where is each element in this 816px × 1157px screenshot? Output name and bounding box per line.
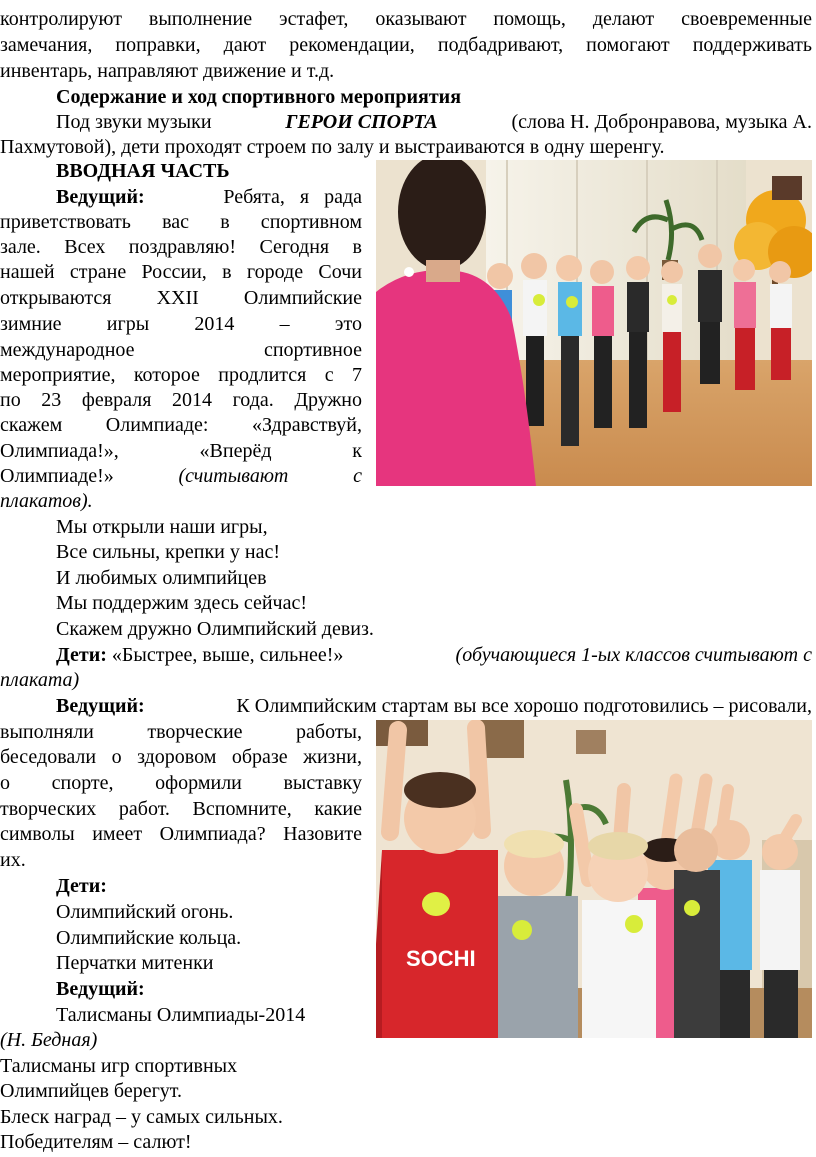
- music-suffix: (слова Н. Добронравова, музыка А.: [511, 111, 812, 133]
- answer-1: Олимпийский огонь.: [56, 901, 234, 923]
- poem1-line-5: Скажем дружно Олимпийский девиз.: [56, 618, 374, 640]
- host1-line-5: открываются XXII Олимпийские: [0, 287, 362, 309]
- intro-line-2: замечания, поправки, дают рекомендации, подбадривают, помогают поддерживать: [0, 34, 812, 56]
- host1-line-9: по 23 февраля 2014 года. Дружно: [0, 389, 362, 411]
- song-title: ГЕРОИ СПОРТА: [285, 111, 438, 133]
- poem1-line-3: И любимых олимпийцев: [56, 567, 267, 589]
- section-title: Содержание и ход спортивного мероприятия: [56, 86, 462, 108]
- host2-line-7: их.: [0, 849, 26, 871]
- poem2-line-4: Победителям – салют!: [0, 1131, 192, 1153]
- poem2-line-3: Блеск наград – у самых сильных.: [0, 1106, 283, 1128]
- poem-author: (Н. Бедная): [0, 1029, 98, 1051]
- poem1-line-4: Мы поддержим здесь сейчас!: [56, 592, 308, 614]
- host1-text-1: Ребята, я рада: [223, 186, 362, 208]
- host2-line-2: выполняли творческие работы,: [0, 721, 362, 743]
- host1-text-11c: к: [352, 440, 362, 462]
- poem1-line-2: Все сильны, крепки у нас!: [56, 541, 280, 563]
- music-line-1: [56, 109, 812, 135]
- host2-line-4: о спорте, оформили выставку: [0, 772, 362, 794]
- children2-label: Дети:: [56, 875, 107, 897]
- photo-children-hands-up-image: [376, 720, 812, 1038]
- children1-line-2: плаката): [0, 669, 80, 691]
- photo-children-hands-up: [376, 720, 812, 1038]
- children-label: Дети:: [56, 644, 107, 666]
- host1-line-7: международное спортивное: [0, 339, 362, 361]
- host1-line-3: зале. Всех поздравляю! Сегодня в: [0, 236, 362, 258]
- host1-line-4: нашей стране России, в городе Сочи: [0, 261, 362, 283]
- host1-line-10: скажем Олимпиаде: «Здравствуй,: [0, 414, 362, 436]
- poem2-line-1: Талисманы игр спортивных: [0, 1055, 238, 1077]
- host2-label: Ведущий:: [56, 695, 145, 717]
- host-label: Ведущий:: [56, 186, 145, 208]
- host1-text-11b: «Вперёд: [199, 440, 272, 462]
- host1-line-13: плакатов).: [0, 490, 93, 512]
- intro-part-title: ВВОДНАЯ ЧАСТЬ: [56, 160, 230, 182]
- music-line-2: Пахмутовой), дети проходят строем по залу и выстраиваются в одну шеренгу.: [0, 136, 665, 158]
- host2-line-6: символы имеет Олимпиада? Назовите: [0, 823, 362, 845]
- music-prefix: Под звуки музыки: [56, 111, 212, 133]
- host1-text-11a: Олимпиада!»,: [0, 440, 119, 462]
- answer-3: Перчатки митенки: [56, 952, 214, 974]
- photo-children-line-image: [376, 160, 812, 486]
- host1-line-6: зимние игры 2014 – это: [0, 313, 362, 335]
- children1-text: «Быстрее, выше, сильнее!»: [111, 644, 344, 666]
- poem2-line-2: Олимпийцев берегут.: [0, 1080, 183, 1102]
- sochi-shirt-text: SOCHI: [406, 946, 476, 971]
- host2-line-1: [56, 693, 812, 719]
- intro-line-1: контролируют выполнение эстафет, оказывают помощь, делают своевременные: [0, 8, 812, 30]
- children1-note: (обучающиеся 1-ых классов считывают с: [455, 644, 812, 666]
- host2-line-3: беседовали о здоровом образе жизни,: [0, 746, 362, 768]
- host1-line-8: мероприятие, которое продлится с 7: [0, 364, 362, 386]
- answer-2: Олимпийские кольца.: [56, 927, 242, 949]
- photo-children-line: [376, 160, 812, 486]
- host3-label: Ведущий:: [56, 978, 145, 1000]
- host1-text-12a: Олимпиаде!»: [0, 465, 114, 487]
- host1-line-11: [0, 438, 362, 464]
- host1-text-12b: (считывают: [178, 465, 289, 487]
- host2-text-1: К Олимпийским стартам вы все хорошо подготовились – рисовали,: [236, 695, 812, 717]
- host1-line-1: [56, 184, 362, 210]
- host1-line-12: [0, 463, 362, 489]
- poem1-line-1: Мы открыли наши игры,: [56, 516, 268, 538]
- host1-text-12c: с: [353, 465, 362, 487]
- poem-title: Талисманы Олимпиады-2014: [56, 1004, 306, 1026]
- host2-line-5: творческих работ. Вспомните, какие: [0, 798, 362, 820]
- children1-line-1: [56, 642, 812, 668]
- host1-line-2: приветствовать вас в спортивном: [0, 211, 362, 233]
- intro-line-3: инвентарь, направляют движение и т.д.: [0, 60, 335, 82]
